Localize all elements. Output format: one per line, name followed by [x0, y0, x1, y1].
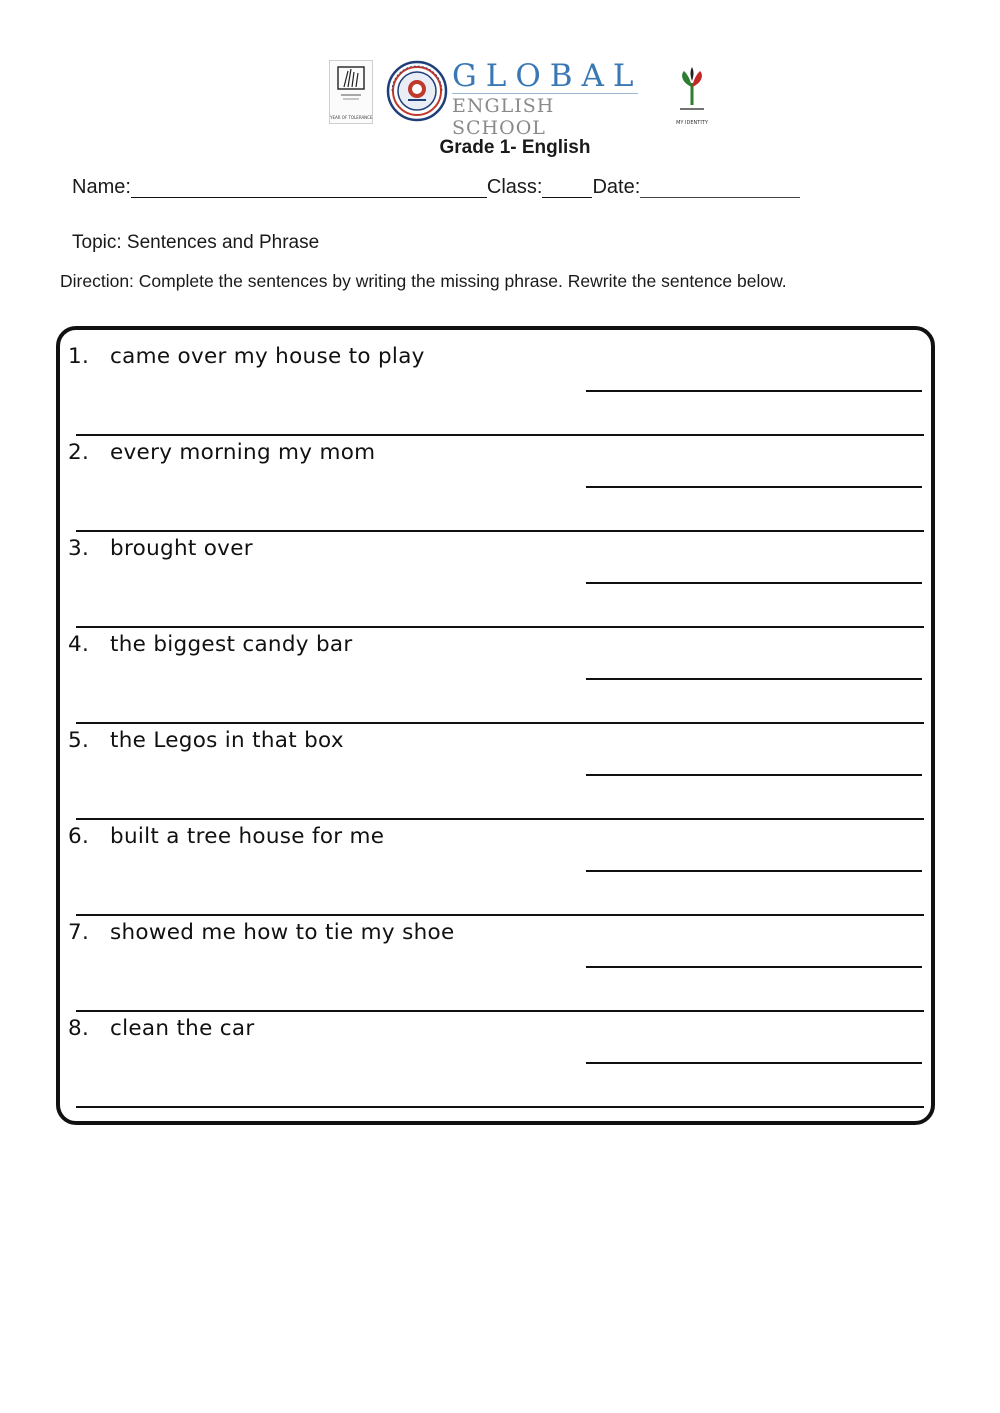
exercise-item-5: [60, 714, 931, 810]
topic-text: Topic: Sentences and Phrase: [72, 232, 320, 253]
left-logo-caption: YEAR OF TOLERANCE: [330, 115, 373, 120]
student-info-row: [72, 176, 800, 199]
item-number: 7.: [68, 920, 90, 945]
exercise-item-4: [60, 618, 931, 714]
missing-phrase-line[interactable]: [586, 678, 922, 680]
item-phrase: brought over: [110, 536, 253, 561]
exercise-item-2: [60, 426, 931, 522]
item-phrase: the Legos in that box: [110, 728, 344, 753]
item-number: 3.: [68, 536, 90, 561]
direction-text: Direction: Complete the sentences by writing the missing phrase. Rewrite the sentence below.: [60, 271, 787, 291]
school-header: [0, 55, 1000, 139]
rewrite-sentence-line[interactable]: [76, 1106, 924, 1108]
missing-phrase-line[interactable]: [586, 582, 922, 584]
year-of-tolerance-logo: [329, 60, 373, 124]
worksheet-title: Grade 1- English: [439, 137, 591, 158]
missing-phrase-line[interactable]: [586, 390, 922, 392]
item-phrase: came over my house to play: [110, 344, 425, 369]
school-name-line2: ENGLISH SCHOOL: [452, 93, 638, 139]
my-identity-logo: [668, 65, 716, 127]
item-number: 1.: [68, 344, 90, 369]
exercise-item-6: [60, 810, 931, 906]
item-phrase: built a tree house for me: [110, 824, 385, 849]
item-phrase: every morning my mom: [110, 440, 376, 465]
class-label: Class:: [486, 176, 543, 198]
missing-phrase-line[interactable]: [586, 774, 922, 776]
item-number: 2.: [68, 440, 90, 465]
item-phrase: clean the car: [110, 1016, 255, 1041]
missing-phrase-line[interactable]: [586, 486, 922, 488]
exercise-box: [56, 326, 935, 1125]
date-label: Date:: [592, 176, 641, 198]
exercise-item-3: [60, 522, 931, 618]
item-phrase: the biggest candy bar: [110, 632, 353, 657]
missing-phrase-line[interactable]: [586, 870, 922, 872]
missing-phrase-line[interactable]: [586, 1062, 922, 1064]
item-number: 6.: [68, 824, 90, 849]
date-field[interactable]: [640, 177, 800, 198]
item-phrase: showed me how to tie my shoe: [110, 920, 455, 945]
item-number: 8.: [68, 1016, 90, 1041]
exercise-item-8: [60, 1002, 931, 1098]
name-label: Name:: [72, 176, 131, 198]
exercise-item-7: [60, 906, 931, 1002]
missing-phrase-line[interactable]: [586, 966, 922, 968]
name-field[interactable]: [131, 177, 487, 198]
right-logo-caption: MY IDENTITY: [676, 120, 708, 126]
school-name: [452, 59, 652, 139]
item-number: 4.: [68, 632, 90, 657]
class-field[interactable]: [542, 177, 592, 198]
item-number: 5.: [68, 728, 90, 753]
school-name-line1: GLOBAL: [452, 58, 643, 94]
exercise-item-1: [60, 330, 931, 426]
school-seal-icon: [386, 60, 448, 122]
